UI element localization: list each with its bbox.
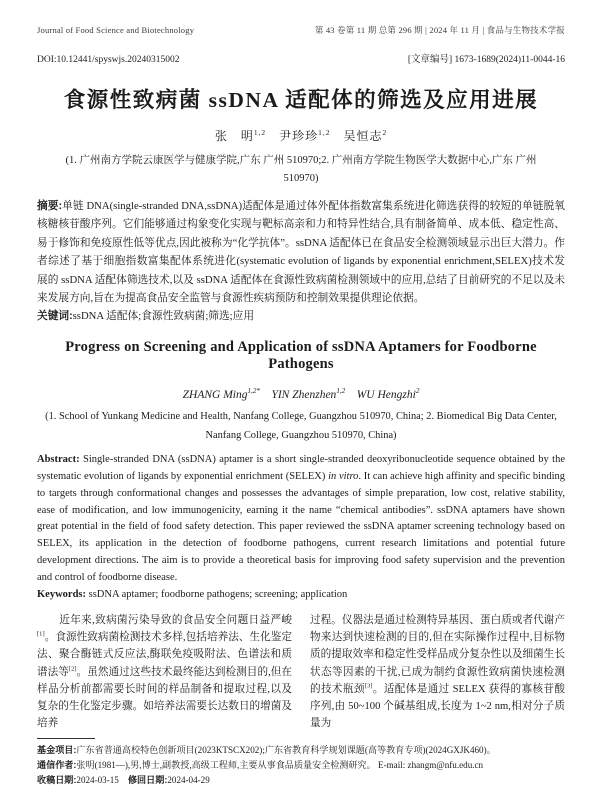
fund-line: 基金项目:广东省普通高校特色创新项目(2023KTSCX202);广东省教育科学规划课题(高等教育专项)(2024GXJK460)。 xyxy=(37,745,496,756)
footnote xyxy=(37,743,565,787)
affiliation-en: (1. School of Yunkang Medicine and Health, Nanfang College, Guangzhou 510970, China; 2. Biomedical Big Data Center, Nanfang College, Guangzhou 510970, China) xyxy=(45,410,557,441)
keywords-cn: 关键词:ssDNA 适配体;食源性致病菌;筛选;应用 xyxy=(37,310,255,323)
abstract-cn: 摘要:单链 DNA(single-stranded DNA,ssDNA)适配体是通过体外配体指数富集系统进化筛选获得的较短的单链脱氧核糖核苷酸序列。它们能够通过构象变化实现与靶标高亲和力和特异性结合,具有制备简单、成本低、稳定性高、易于修饰和免疫原性低等优点,因此被称为“化学抗体”。ssDNA 适配体已在食品安全检测领域显示出巨大潜力。作者综述了基于细胞指数富集配体系统进化(systematic evolution of ligands by exponential enrichment,SELEX)技术发展的 ssDNA 适配体筛选技术,以及 ssDNA 适配体在食源性致病菌检测领域中的应用,总结了目前研究的不足以及未来发展方向,旨在为提高食品安全监管与食源性疾病预防和控制效果提供理论依据。 xyxy=(37,200,565,305)
article-title-en: Progress on Screening and Application of ssDNA Aptamers for Foodborne Pathogens xyxy=(65,338,537,372)
journal-name: Journal of Food Science and Biotechnology xyxy=(37,25,195,35)
issue-info: 第 43 卷第 11 期 总第 296 期 | 2024 年 11 月 | 食品与生物技术学报 xyxy=(314,25,565,35)
dates-line: 收稿日期:2024-03-15 修回日期:2024-04-29 xyxy=(37,775,210,786)
body-paragraph-right: 过程。仪器法是通过检测特异基因、蛋白质或者代谢产物来达到快速检测的目的,但在实际操作过程中,目标物质的提取效率和稳定性受样品成分复杂性以及细菌生长状态等因素的干扰,已成为制约食源性致病菌快速检测的技术瓶颈[3]。适配体是通过 SELEX 获得的寡核苷酸序列,由 50~100 个碱基组成,长度为 1~2 nm,相对分子质量为 xyxy=(310,615,565,730)
authors-cn: 张 明$^{1,2}$ 尹珍珍$^{1,2}$ 吴恒志$^2$ xyxy=(214,128,388,143)
abstract-en: Abstract: Single-stranded DNA (ssDNA) aptamer is a short single-stranded deoxyribonucleotide sequence obtained by the systematic evolution of ligands by exponential enrichment (SELEX) in vitro. It can achieve high affinity and specific binding to targets through conformational changes and possesses the advantages of simple preparation, low cost, relative stability, ease of modification, and low immunogenicity, earning it the name “chemical antibodies”. ssDNA aptamers have shown great potential in the field of food safety detection. This paper reviewed the ssDNA aptamer screening technology based on SELEX, its application in the detection of foodborne pathogens, current research limitations and potential future development directions. The aim is to provide a theoretical basis for improving food safety supervision and the prevention and control of foodborne disease. xyxy=(37,453,566,584)
doi-row xyxy=(37,51,565,65)
body-column-left xyxy=(37,612,292,732)
abstract-block-cn xyxy=(37,197,565,326)
article-title-cn: 食源性致病菌 ssDNA 适配体的筛选及应用进展 xyxy=(63,88,539,112)
footnote-divider xyxy=(37,738,95,739)
body-paragraph-left: 近年来,致病菌污染导致的食品安全问题日益严峻[1]。食源性致病菌检测技术多样,包括培养法、生化鉴定法、聚合酶链式反应法,酶联免疫吸附法、色谱法和质谱法等[2]。虽然通过这些技术最终能达到检测目的,但在样品分析前都需要长时间的样品制备和提取过程,以及复杂的生化鉴定步骤。如培养法需要长达数日的增菌及培养 xyxy=(37,615,293,730)
body-columns xyxy=(37,612,565,732)
affiliation-cn: (1. 广州南方学院云康医学与健康学院,广东 广州 510970;2. 广州南方学院生物医学大数据中心,广东 广州 510970) xyxy=(65,155,537,184)
authors-en: ZHANG Ming$^{1,2*}$ YIN Zhenzhen$^{1,2}$ WU Hengzhi$^2$ xyxy=(182,387,420,401)
keywords-en: Keywords: ssDNA aptamer; foodborne pathogens; screening; application xyxy=(37,589,348,601)
correspondence-line: 通信作者:张明(1981—),男,博士,副教授,高级工程师,主要从事食品质量安全检测研究。 E-mail: zhangm@nfu.edu.cn xyxy=(37,760,484,771)
doi: DOI:10.12441/spyswjs.20240315002 xyxy=(37,55,180,65)
running-head xyxy=(37,24,565,36)
article-number: [文章编号] 1673-1689(2024)11-0044-16 xyxy=(407,55,565,65)
body-column-right xyxy=(310,612,565,732)
